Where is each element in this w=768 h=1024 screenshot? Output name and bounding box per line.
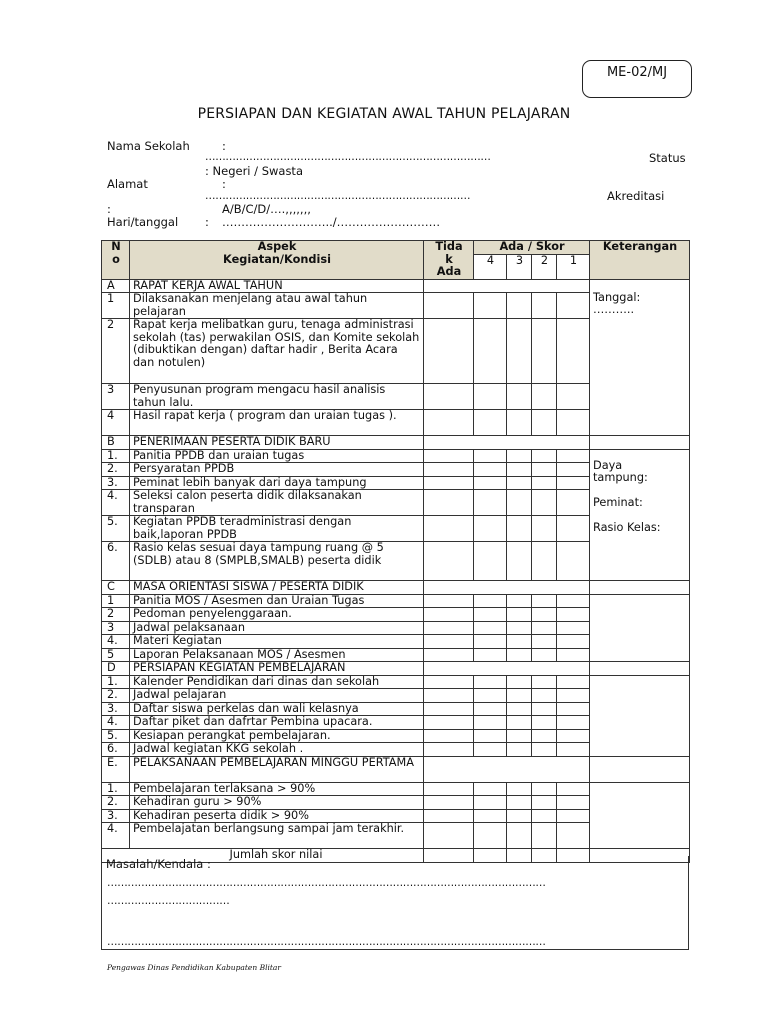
score-3-cell[interactable] [507,490,532,516]
tidak-ada-cell[interactable] [424,648,474,662]
score-4-cell[interactable] [474,476,507,490]
assessment-table [101,240,690,863]
tidak-ada-cell[interactable] [424,743,474,757]
score-2-cell[interactable] [532,809,557,823]
score-4-cell[interactable] [474,516,507,542]
score-2-cell[interactable] [532,729,557,743]
score-1-cell[interactable] [557,689,590,703]
tidak-ada-cell[interactable] [424,594,474,608]
score-2-cell[interactable] [532,823,557,849]
tidak-ada-cell[interactable] [424,621,474,635]
row-number: 1. [102,449,130,463]
header-keterangan: Keterangan [590,241,690,280]
keterangan-cell [590,594,690,662]
score-4-cell[interactable] [474,648,507,662]
row-number: 2 [102,608,130,622]
row-number: 2. [102,796,130,810]
score-1-cell[interactable] [557,809,590,823]
score-1-cell[interactable] [557,621,590,635]
row-number: 4. [102,823,130,849]
colon: : [205,215,209,229]
footer-text: Pengawas Dinas Pendidikan Kabupaten Blitar [107,963,281,972]
score-1-cell[interactable] [557,516,590,542]
score-3-cell[interactable] [507,823,532,849]
score-3-cell[interactable] [507,782,532,796]
score-2-cell[interactable] [532,476,557,490]
row-aspek: Daftar siswa perkelas dan wali kelasnya [130,702,424,716]
row-aspek: Pembelajatan berlangsung sampai jam terakhir. [130,823,424,849]
row-aspek: Peminat lebih banyak dari daya tampung [130,476,424,490]
row-aspek: Persyaratan PPDB [130,463,424,477]
score-4-cell[interactable] [474,293,507,319]
row-number: 3 [102,621,130,635]
nama-sekolah-label: Nama Sekolah [107,139,190,153]
keterangan-cell: Tanggal: ……….. [590,279,690,436]
row-number: B [102,436,130,450]
section-title: PELAKSANAAN PEMBELAJARAN MINGGU PERTAMA [130,756,424,782]
score-2-cell[interactable] [532,716,557,730]
row-aspek: Materi Kegiatan [130,635,424,649]
score-2-cell[interactable] [532,621,557,635]
tidak-ada-cell[interactable] [424,384,474,410]
row-number: 5. [102,516,130,542]
score-4-cell[interactable] [474,608,507,622]
status-label: Status [649,151,686,165]
score-1-cell[interactable] [557,319,590,384]
tidak-ada-cell[interactable] [424,702,474,716]
row-aspek: Pedoman penyelenggaraan. [130,608,424,622]
row-number: 2 [102,319,130,384]
section-title: MASA ORIENTASI SISWA / PESERTA DIDIK [130,581,424,595]
row-number: 6. [102,743,130,757]
masalah-line: ………………………………………………………………………………………………………………… [107,877,546,889]
score-1-cell[interactable] [557,796,590,810]
score-1-cell[interactable] [557,594,590,608]
row-number: 1. [102,675,130,689]
tidak-ada-cell[interactable] [424,608,474,622]
score-1-cell[interactable] [557,729,590,743]
header-tidak-ada: Tida k Ada [424,241,474,280]
score-1-cell[interactable] [557,635,590,649]
tidak-ada-cell[interactable] [424,809,474,823]
row-aspek: Kesiapan perangkat pembelajaran. [130,729,424,743]
row-aspek: Kalender Pendidikan dari dinas dan sekolah [130,675,424,689]
score-3-cell[interactable] [507,621,532,635]
section-row [102,581,690,595]
row-number: 2. [102,689,130,703]
score-4-cell[interactable] [474,809,507,823]
score-4-cell[interactable] [474,319,507,384]
score-1-cell[interactable] [557,675,590,689]
score-1-cell[interactable] [557,716,590,730]
score-4-cell[interactable] [474,689,507,703]
score-4-cell[interactable] [474,621,507,635]
row-aspek: Kegiatan PPDB teradministrasi dengan baik,laporan PPDB [130,516,424,542]
score-2-cell[interactable] [532,542,557,581]
score-4-cell[interactable] [474,384,507,410]
score-2-cell[interactable] [532,796,557,810]
score-3-cell[interactable] [507,648,532,662]
score-2-cell[interactable] [532,675,557,689]
score-3-cell[interactable] [507,689,532,703]
score-1-cell[interactable] [557,490,590,516]
row-number: D [102,662,130,676]
tidak-ada-cell[interactable] [424,716,474,730]
header-score-3: 3 [507,254,532,279]
tidak-ada-cell[interactable] [424,463,474,477]
colon: : [222,177,226,191]
score-3-cell[interactable] [507,675,532,689]
header-aspek: Aspek Kegiatan/Kondisi [130,241,424,280]
score-4-cell[interactable] [474,716,507,730]
keterangan-cell [590,675,690,756]
row-number: 3 [102,384,130,410]
score-3-cell[interactable] [507,319,532,384]
row-number: 1. [102,782,130,796]
score-4-cell[interactable] [474,823,507,849]
hari-tanggal-label: Hari/tanggal [107,215,179,229]
score-3-cell[interactable] [507,716,532,730]
row-number: 1 [102,293,130,319]
header-ada-skor: Ada / Skor [474,241,590,255]
table-row [102,594,690,608]
row-aspek: Panitia MOS / Asesmen dan Uraian Tugas [130,594,424,608]
tidak-ada-cell[interactable] [424,796,474,810]
row-aspek: Laporan Pelaksanaan MOS / Asesmen [130,648,424,662]
score-2-cell[interactable] [532,635,557,649]
row-number: 3. [102,809,130,823]
score-3-cell[interactable] [507,608,532,622]
score-1-cell[interactable] [557,449,590,463]
tidak-ada-cell[interactable] [424,542,474,581]
score-3-cell[interactable] [507,410,532,436]
score-2-cell[interactable] [532,293,557,319]
masalah-line: ……………………………… [107,895,230,907]
keterangan-cell [590,662,690,676]
header-score-1: 1 [557,254,590,279]
keterangan-cell: Daya tampung: Peminat: Rasio Kelas: [590,449,690,581]
score-3-cell[interactable] [507,542,532,581]
score-3-cell[interactable] [507,516,532,542]
section-title: RAPAT KERJA AWAL TAHUN [130,279,424,293]
score-1-cell[interactable] [557,476,590,490]
score-2-cell[interactable] [532,743,557,757]
score-2-cell[interactable] [532,516,557,542]
score-4-cell[interactable] [474,635,507,649]
alamat-label: Alamat [107,177,148,191]
score-3-cell[interactable] [507,809,532,823]
row-number: 4. [102,716,130,730]
row-number: 6. [102,542,130,581]
row-aspek: Seleksi calon peserta didik dilaksanakan transparan [130,490,424,516]
row-aspek: Rapat kerja melibatkan guru, tenaga administrasi sekolah (tas) perwakilan OSIS, dan Komite sekolah (dibuktikan dengan) daftar hadir , Berita Acara dan notulen) [130,319,424,384]
score-1-cell[interactable] [557,463,590,477]
row-number: 4 [102,410,130,436]
score-1-cell[interactable] [557,648,590,662]
score-2-cell[interactable] [532,449,557,463]
score-2-cell[interactable] [532,594,557,608]
score-1-cell[interactable] [557,743,590,757]
header-score-4: 4 [474,254,507,279]
row-aspek: Kehadiran guru > 90% [130,796,424,810]
tidak-ada-cell[interactable] [424,729,474,743]
row-number: C [102,581,130,595]
tidak-ada-cell[interactable] [424,449,474,463]
section-title: PENERIMAAN PESERTA DIDIK BARU [130,436,424,450]
score-1-cell[interactable] [557,542,590,581]
row-number: 2. [102,463,130,477]
score-2-cell[interactable] [532,319,557,384]
row-aspek: Jadwal pelaksanaan [130,621,424,635]
masalah-label: Masalah/Kendala : [106,857,211,871]
row-number: E. [102,756,130,782]
score-3-cell[interactable] [507,449,532,463]
row-aspek: Penyusunan program mengacu hasil analisis tahun lalu. [130,384,424,410]
score-4-cell[interactable] [474,490,507,516]
tidak-ada-cell[interactable] [424,293,474,319]
nama-sekolah-dots: ………………………………………………………………………… [205,151,491,163]
tidak-ada-cell[interactable] [424,675,474,689]
header-no: N o [102,241,130,280]
row-number: 3. [102,476,130,490]
row-number: 3. [102,702,130,716]
row-aspek: Jadwal kegiatan KKG sekolah . [130,743,424,757]
alamat-dots: …………………………………………………………………… [205,190,471,202]
row-aspek: Hasil rapat kerja ( program dan uraian tugas ). [130,410,424,436]
row-aspek: Jadwal pelajaran [130,689,424,703]
score-3-cell[interactable] [507,594,532,608]
score-3-cell[interactable] [507,293,532,319]
form-code: ME-02/MJ [582,60,692,98]
score-3-cell[interactable] [507,743,532,757]
section-title: PERSIAPAN KEGIATAN PEMBELAJARAN [130,662,424,676]
score-4-cell[interactable] [474,463,507,477]
score-4-cell[interactable] [474,796,507,810]
score-3-cell[interactable] [507,476,532,490]
score-3-cell[interactable] [507,796,532,810]
section-empty-cell [424,279,590,293]
score-1-cell[interactable] [557,608,590,622]
section-empty-cell [424,662,590,676]
score-1-cell[interactable] [557,384,590,410]
colon: : [107,202,111,216]
tidak-ada-cell[interactable] [424,635,474,649]
akreditasi-value: A/B/C/D/….,,,,,,, [222,202,311,216]
colon: : [222,139,226,153]
row-number: A [102,279,130,293]
section-row [102,279,690,293]
score-1-cell[interactable] [557,410,590,436]
tidak-ada-cell[interactable] [424,319,474,384]
row-number: 5. [102,729,130,743]
score-3-cell[interactable] [507,635,532,649]
score-2-cell[interactable] [532,702,557,716]
score-1-cell[interactable] [557,293,590,319]
score-4-cell[interactable] [474,743,507,757]
section-empty-cell [424,436,590,450]
score-2-cell[interactable] [532,648,557,662]
keterangan-cell [590,756,690,782]
row-number: 1 [102,594,130,608]
score-2-cell[interactable] [532,490,557,516]
row-number: 4. [102,490,130,516]
score-3-cell[interactable] [507,702,532,716]
score-3-cell[interactable] [507,463,532,477]
total-label: Jumlah skor nilai [130,849,424,863]
section-empty-cell [424,756,590,782]
row-number: 4. [102,635,130,649]
row-aspek: Rasio kelas sesuai daya tampung ruang @ 5 (SDLB) atau 8 (SMPLB,SMALB) peserta didik [130,542,424,581]
score-2-cell[interactable] [532,463,557,477]
row-aspek: Pembelajaran terlaksana > 90% [130,782,424,796]
score-2-cell[interactable] [532,410,557,436]
score-3-cell[interactable] [507,729,532,743]
row-aspek: Kehadiran peserta didik > 90% [130,809,424,823]
score-4-cell[interactable] [474,782,507,796]
score-2-cell[interactable] [532,689,557,703]
score-4-cell[interactable] [474,542,507,581]
score-4-cell[interactable] [474,729,507,743]
section-row [102,756,690,782]
row-aspek: Panitia PPDB dan uraian tugas [130,449,424,463]
section-row [102,662,690,676]
keterangan-cell [590,782,690,849]
keterangan-cell [590,581,690,595]
masalah-line: ………………………………………………………………………………………………………………… [107,936,546,948]
tidak-ada-cell[interactable] [424,823,474,849]
tidak-ada-cell[interactable] [424,516,474,542]
score-2-cell[interactable] [532,384,557,410]
table-row [102,782,690,796]
masalah-kendala-box [101,856,689,950]
tidak-ada-cell[interactable] [424,689,474,703]
score-2-cell[interactable] [532,608,557,622]
score-4-cell[interactable] [474,702,507,716]
tidak-ada-cell[interactable] [424,410,474,436]
section-empty-cell [424,581,590,595]
status-value: : Negeri / Swasta [205,164,303,178]
row-aspek: Daftar piket dan dafrtar Pembina upacara. [130,716,424,730]
score-4-cell[interactable] [474,410,507,436]
table-row [102,675,690,689]
score-4-cell[interactable] [474,594,507,608]
score-1-cell[interactable] [557,782,590,796]
score-4-cell[interactable] [474,449,507,463]
score-3-cell[interactable] [507,384,532,410]
score-4-cell[interactable] [474,675,507,689]
row-aspek: Dilaksanakan menjelang atau awal tahun pelajaran [130,293,424,319]
tidak-ada-cell[interactable] [424,490,474,516]
page-title: PERSIAPAN DAN KEGIATAN AWAL TAHUN PELAJARAN [197,106,571,122]
tidak-ada-cell[interactable] [424,782,474,796]
section-row [102,436,690,450]
hari-tanggal-value: ………………………../……………………… [222,215,441,229]
table-row [102,449,690,463]
header-score-2: 2 [532,254,557,279]
row-number: 5 [102,648,130,662]
tidak-ada-cell[interactable] [424,476,474,490]
score-1-cell[interactable] [557,702,590,716]
score-2-cell[interactable] [532,782,557,796]
akreditasi-label: Akreditasi [607,189,665,203]
score-1-cell[interactable] [557,823,590,849]
keterangan-cell [590,436,690,450]
